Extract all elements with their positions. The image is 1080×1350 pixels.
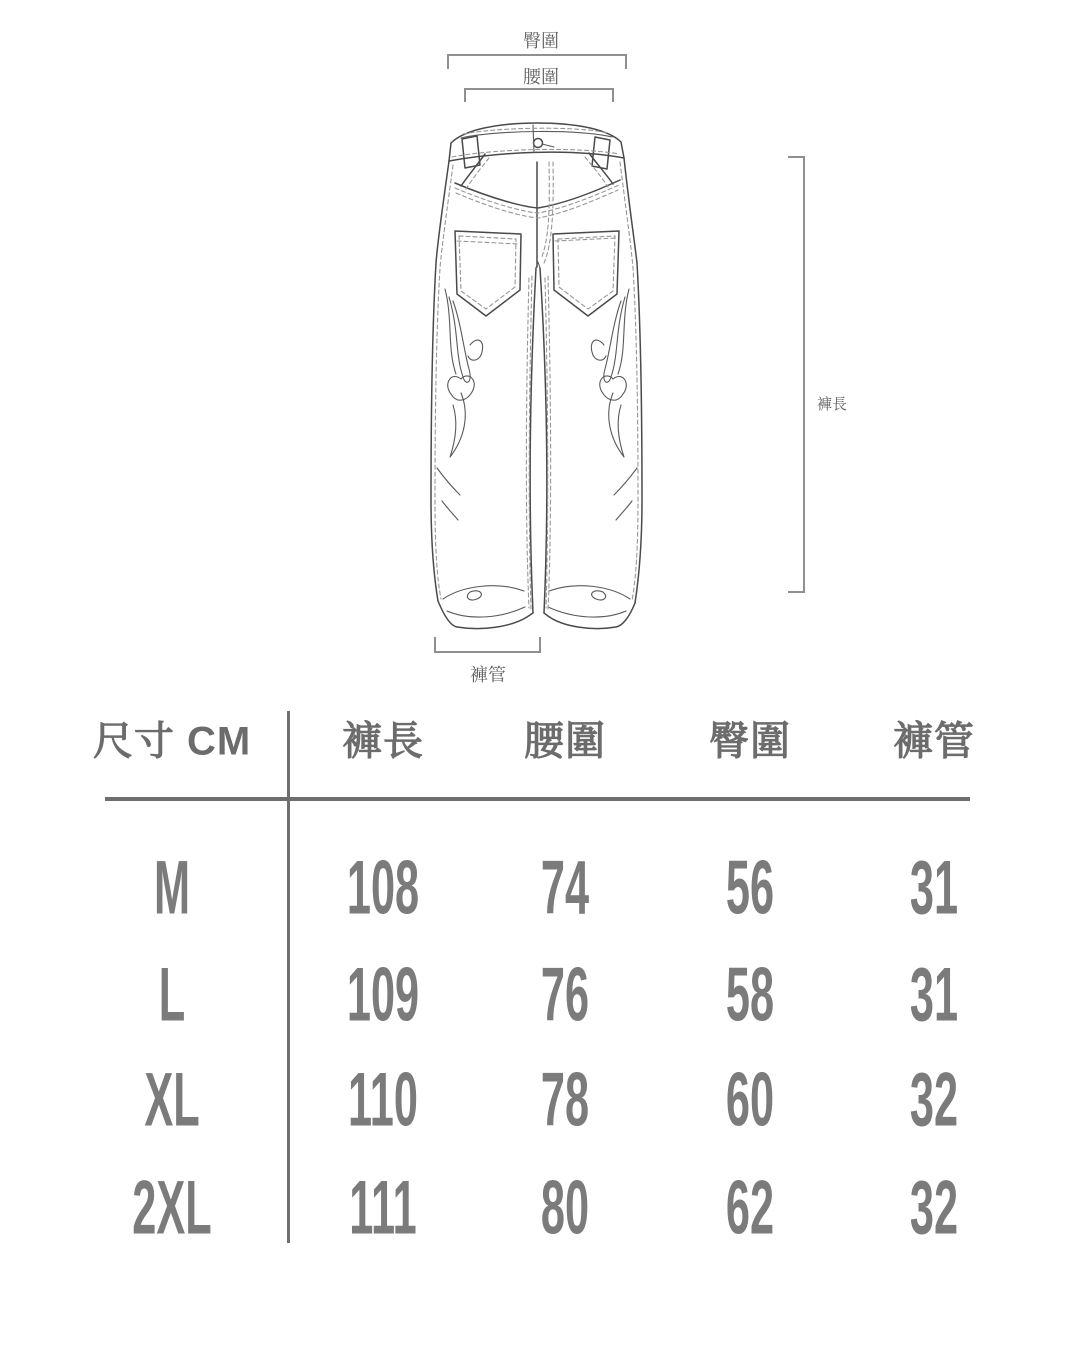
- table-header-size-unit: 尺寸 CM: [92, 719, 252, 764]
- table-cell: 32: [909, 1165, 959, 1251]
- table-header-length: 褲長: [342, 719, 424, 764]
- table-cell: 60: [725, 1057, 775, 1143]
- table-cell: 80: [540, 1165, 590, 1251]
- table-cell: 74: [540, 845, 590, 931]
- table-cell: 56: [725, 845, 775, 931]
- length-bracket: [788, 157, 804, 592]
- table-cell: 108: [346, 845, 420, 931]
- table-cell: 78: [540, 1057, 590, 1143]
- table-header-hip: 臀圍: [709, 719, 791, 764]
- table-cell: 76: [540, 952, 590, 1038]
- hem-wrinkles: [443, 586, 630, 617]
- table-cell: 32: [909, 1057, 959, 1143]
- table-cell: 110: [348, 1057, 418, 1143]
- table-horizontal-divider: [105, 797, 970, 801]
- table-row-size-label: 2XL: [132, 1165, 212, 1251]
- table-vertical-divider: [287, 711, 290, 1243]
- table-cell: 31: [909, 845, 959, 931]
- leg-opening-bracket: [435, 637, 540, 652]
- table-header-waist: 腰圍: [524, 719, 606, 764]
- table-row-size-label: XL: [144, 1057, 200, 1143]
- leg-opening-label: 褲管: [470, 665, 506, 685]
- table-cell: 111: [349, 1165, 417, 1251]
- table-header-leg-opening: 褲管: [893, 719, 975, 764]
- length-label: 褲長: [817, 396, 848, 413]
- flame-decal-left: [437, 289, 483, 520]
- table-cell: 31: [909, 952, 959, 1038]
- table-row-size-label: L: [158, 952, 186, 1038]
- table-cell: 62: [725, 1165, 775, 1251]
- table-row-size-label: M: [153, 845, 191, 931]
- flame-decal-right: [591, 289, 637, 520]
- waist-bracket: [465, 89, 613, 102]
- table-cell: 58: [725, 952, 775, 1038]
- table-cell: 109: [346, 952, 420, 1038]
- waist-label: 腰圍: [523, 67, 559, 87]
- hip-label: 臀圍: [523, 31, 559, 51]
